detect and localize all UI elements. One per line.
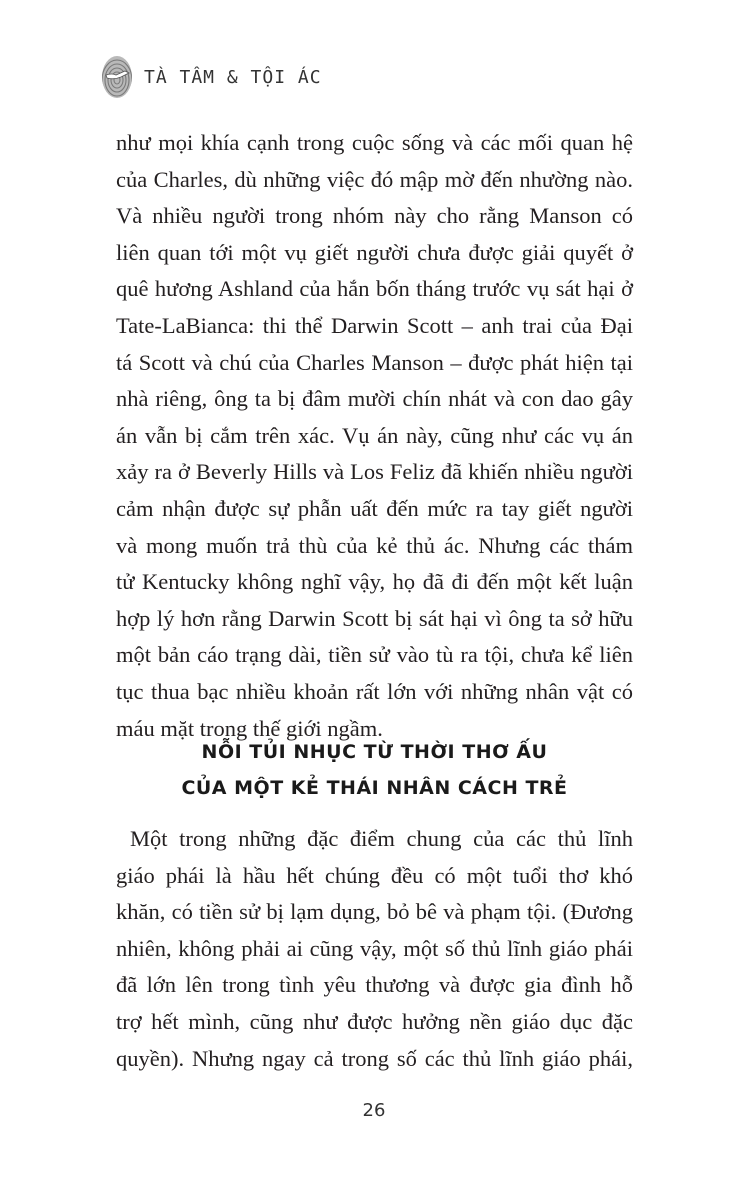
text-line: Một trong những đặc điểm chung của các thủ lĩnh [130,826,633,851]
text-line: trợ hết mình, cũng như được hưởng nền giáo dục đặc [116,1008,633,1034]
section-heading [116,734,633,806]
text-line: khăn, có tiền sử bị lạm dụng, bỏ bê và phạm tội. (Đương [116,899,633,925]
text-line: giáo phái là hầu hết chúng đều có một tuổi thơ khó [116,862,633,888]
running-header [100,52,322,102]
paragraph-1 [116,125,633,747]
heading-line-1: NỖI TỦI NHỤC TỪ THỜI THƠ ẤU [201,741,548,763]
text-line: Và nhiều người trong nhóm này cho rằng Manson có [116,203,633,229]
text-line: nhiên, không phải ai cũng vậy, một số thủ lĩnh giáo phái [116,935,633,961]
text-line: máu mặt trong thế giới ngầm. [116,715,383,741]
heading-line-2: CỦA MỘT KẺ THÁI NHÂN CÁCH TRẺ [181,777,568,799]
text-line: tá Scott và chú của Charles Manson – được phát hiện tại [116,349,633,375]
text-line: cảm nhận được sự phẫn uất đến mức ra tay giết người [116,495,633,521]
text-line: tục thua bạc nhiều khoản rất lớn với những nhân vật có [116,678,633,704]
page-number: 26 [362,1100,386,1121]
text-line: và mong muốn trả thù của kẻ thủ ác. Nhưng các thám [116,532,633,558]
text-line: quê hương Ashland của hắn bốn tháng trước vụ sát hại ở [116,276,633,302]
text-line: quyền). Nhưng ngay cả trong số các thủ lĩnh giáo phái, [116,1045,633,1071]
text-line: nhà riêng, ông ta bị đâm mười chín nhát và con dao gây [116,386,633,412]
text-line: đã lớn lên trong tình yêu thương và được gia đình hỗ [116,972,633,998]
text-line: như mọi khía cạnh trong cuộc sống và các mối quan hệ [116,130,633,155]
text-line: Tate-LaBianca: thi thể Darwin Scott – anh trai của Đại [116,312,633,338]
text-line: án vẫn bị cắm trên xác. Vụ án này, cũng như các vụ án [116,422,633,448]
text-line: liên quan tới một vụ giết người chưa được giải quyết ở [116,239,633,265]
text-line: của Charles, dù những việc đó mập mờ đến nhường nào. [116,166,633,192]
thumbprint-icon [100,53,134,101]
paragraph-2 [116,821,633,1077]
running-title: TÀ TÂM & TỘI ÁC [144,66,322,88]
text-line: xảy ra ở Beverly Hills và Los Feliz đã khiến nhiều người [116,459,633,485]
text-line: một bản cáo trạng dài, tiền sử vào tù ra tội, chưa kể liên [116,642,633,668]
text-line: hợp lý hơn rằng Darwin Scott bị sát hại vì ông ta sở hữu [116,605,633,631]
text-line: tử Kentucky không nghĩ vậy, họ đã đi đến một kết luận [116,569,633,595]
